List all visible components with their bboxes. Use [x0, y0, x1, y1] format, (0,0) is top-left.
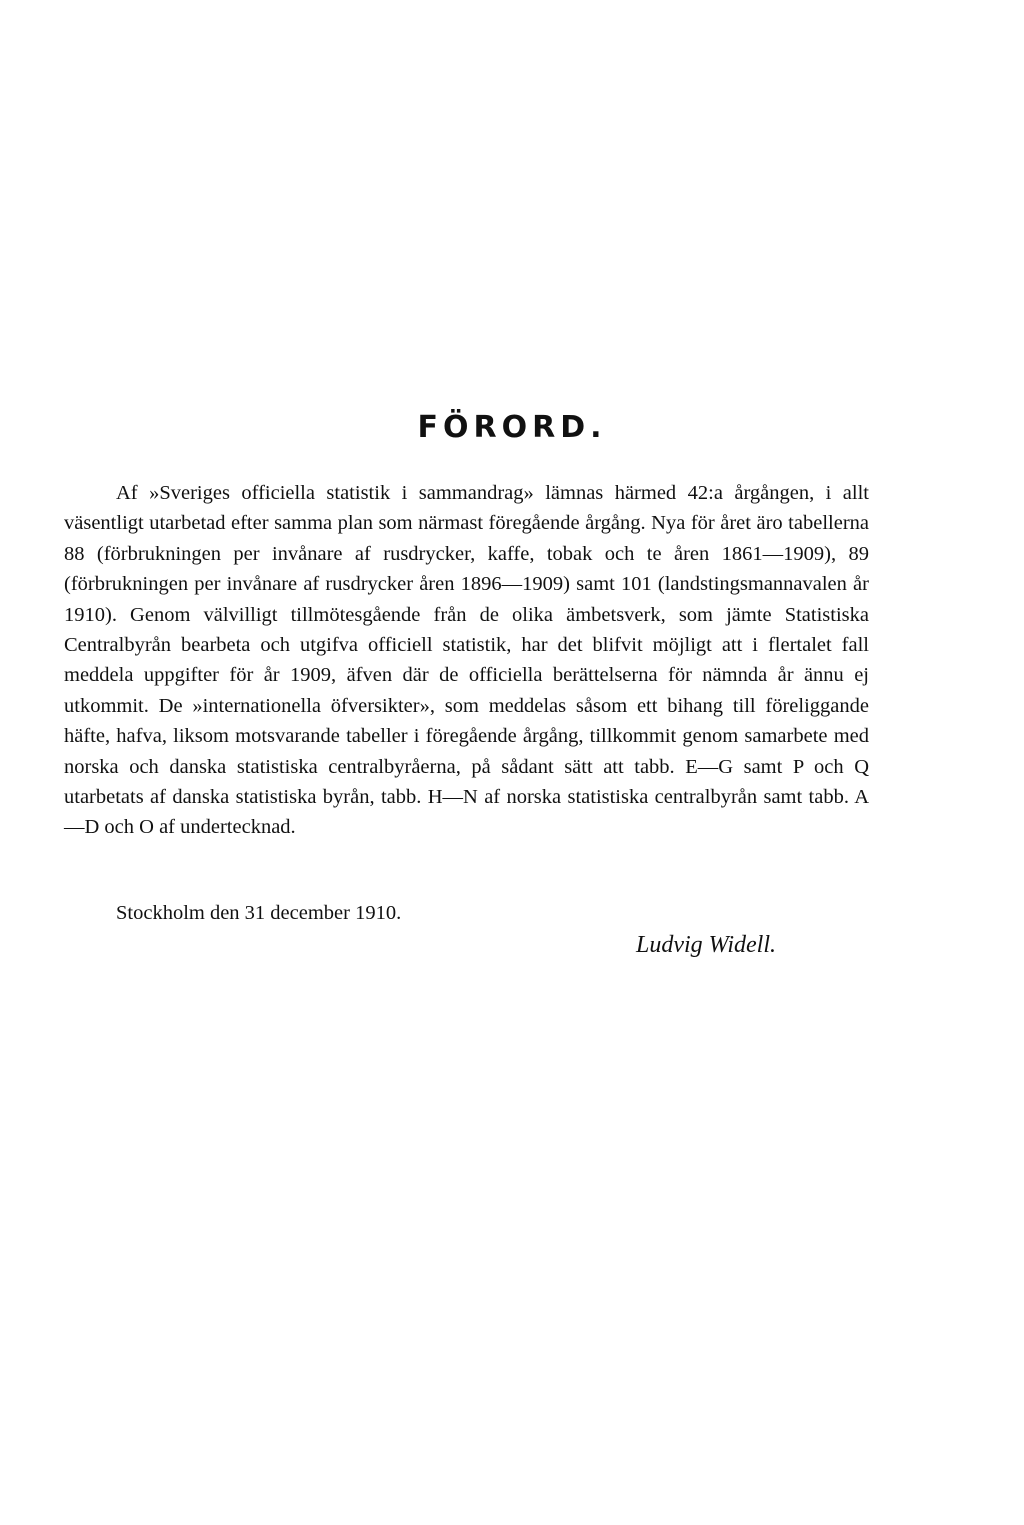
signature: Ludvig Widell.	[636, 932, 776, 958]
date-line: Stockholm den 31 december 1910.	[116, 902, 402, 924]
preface-paragraph: Af »Sveriges officiella statistik i sammandrag» lämnas härmed 42:a årgången, i allt väsentligt utarbetad efter samma plan som närmast föregående årgång. Nya för året äro tabellerna 88 (förbrukningen per invånare af rusdrycker, kaffe, tobak och te åren 1861—1909), 89 (förbrukningen per invånare af rusdrycker åren 1896—1909) samt 101 (landstingsmannavalen år 1910). Genom välvilligt tillmötesgående från de olika ämbetsverk, som jämte Statistiska Centralbyrån bearbeta och utgifva officiell statistik, har det blifvit möjligt att i flertalet fall meddela uppgifter för år 1909, äfven där de officiella berättelserna för nämnda år ännu ej utkommit. De »internationella öfversikter», som meddelas såsom ett bihang till föreliggande häfte, hafva, liksom motsvarande tabeller i föregående årgång, tillkommit genom samarbete med norska och danska statistiska centralbyråerna, på sådant sätt att tabb. E—G samt P och Q utarbetats af danska statistiska byrån, tabb. H—N af norska statistiska centralbyrån samt tabb. A—D och O af undertecknad.	[64, 482, 869, 839]
body-text	[64, 478, 869, 843]
page-title: FÖRORD.	[417, 410, 607, 445]
